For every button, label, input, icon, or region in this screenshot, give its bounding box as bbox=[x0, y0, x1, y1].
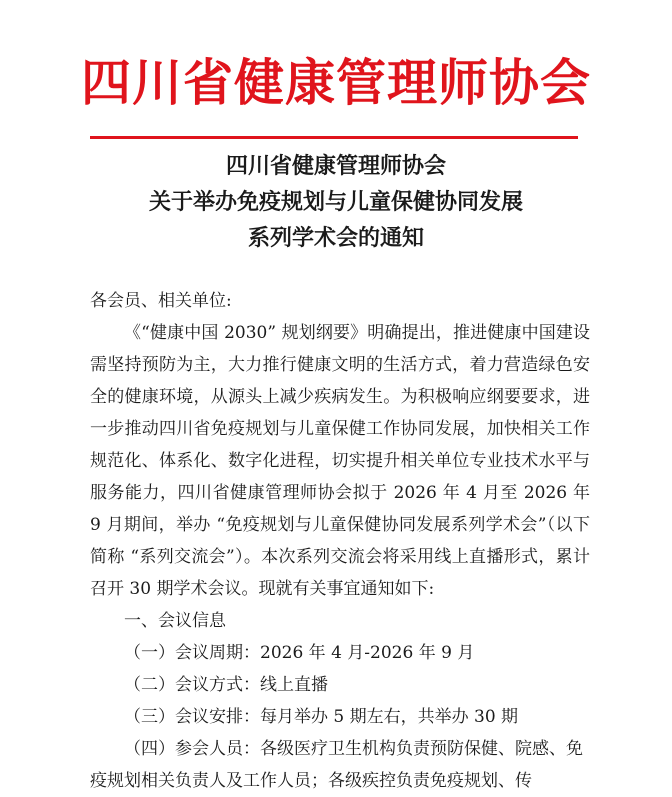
red-divider bbox=[90, 136, 578, 139]
meeting-format: （二）会议方式：线上直播 bbox=[124, 675, 328, 695]
notice-body bbox=[90, 285, 590, 797]
title-line-3: 系列学术会的通知 bbox=[247, 225, 424, 251]
notice-title bbox=[0, 148, 672, 256]
section-heading-1: 一、会议信息 bbox=[124, 611, 226, 631]
meeting-period: （一）会议周期：2026 年 4 月-2026 年 9 月 bbox=[124, 643, 475, 663]
masthead-title: 四川省健康管理师协会 bbox=[81, 54, 591, 112]
meeting-attendees: （四）参会人员：各级医疗卫生机构负责预防保健、院感、免疫规划相关负责人及工作人员；各级疾控负责免疫规划、传 bbox=[90, 739, 583, 791]
title-line-2: 关于举办免疫规划与儿童保健协同发展 bbox=[148, 189, 523, 215]
intro-paragraph: 《“健康中国 2030” 规划纲要》明确提出，推进健康中国建设需坚持预防为主，大力推行健康文明的生活方式，着力营造绿色安全的健康环境，从源头上减少疾病发生。为积极响应纲要要求，进一步推动四川省免疫规划与儿童保健工作协同发展，加快相关工作规范化、体系化、数字化进程，切实提升相关单位专业技术水平与服务能力，四川省健康管理师协会拟于 2026 年 4 月至 2026 年 9 月期间，举办 “免疫规划与儿童保健协同发展系列学术会”（以下简称 “系列交流会”）。本次系列交流会将采用线上直播形式，累计召开 30 期学术会议。现就有关事宜通知如下: bbox=[90, 323, 590, 599]
title-line-1: 四川省健康管理师协会 bbox=[225, 153, 446, 179]
meeting-schedule: （三）会议安排：每月举办 5 期左右，共举办 30 期 bbox=[124, 707, 519, 727]
salutation: 各会员、相关单位: bbox=[90, 291, 232, 311]
